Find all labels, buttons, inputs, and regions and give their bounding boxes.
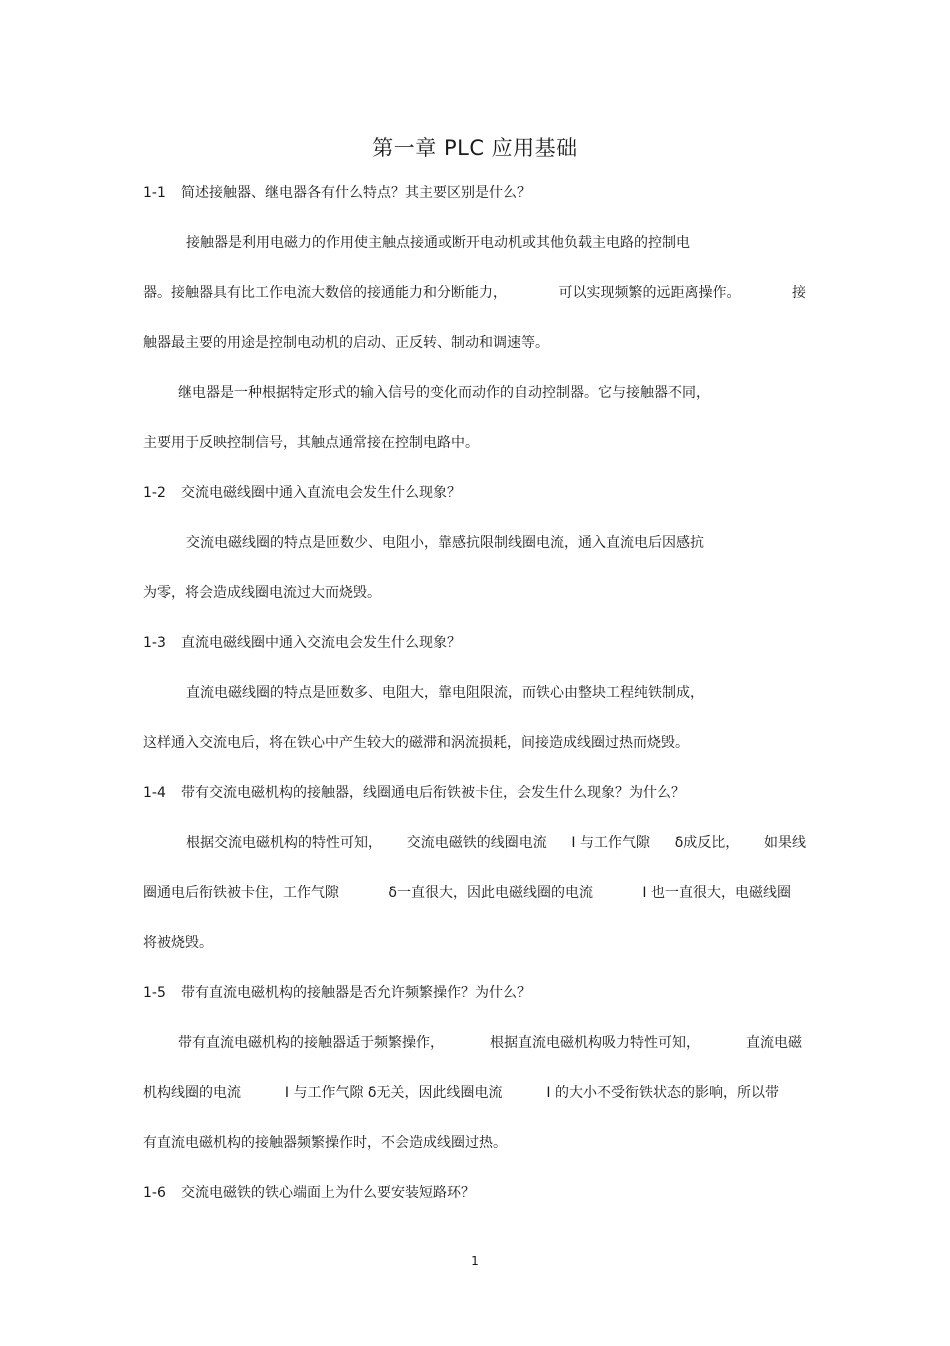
question-number: 1-1 <box>143 185 166 201</box>
text-segment: I 与工作气隙 δ无关，因此线圈电流 <box>284 1085 503 1101</box>
answer-line: 这样通入交流电后，将在铁心中产生较大的磁滞和涡流损耗，间接造成线圈过热而烧毁。 <box>143 735 689 751</box>
answer-line: 接触器是利用电磁力的作用使主触点接通或断开电动机或其他负载主电路的控制电 <box>186 235 690 251</box>
answer-line: 为零，将会造成线圈电流过大而烧毁。 <box>143 585 381 601</box>
answer-line: 交流电磁线圈的特点是匝数少、电阻小，靠感抗限制线圈电流，通入直流电后因感抗 <box>186 535 704 551</box>
answer-line: 主要用于反映控制信号，其触点通常接在控制电路中。 <box>143 435 479 451</box>
question-1-6 <box>143 1183 475 1203</box>
answer-line: 触器最主要的用途是控制电动机的启动、正反转、制动和调速等。 <box>143 335 549 351</box>
question-number: 1-6 <box>143 1185 166 1201</box>
text-segment: I 的大小不受衔铁状态的影响，所以带 <box>546 1085 779 1101</box>
answer-line <box>143 883 791 903</box>
question-1-3 <box>143 633 461 653</box>
text-segment: 带有直流电磁机构的接触器适于频繁操作， <box>178 1035 444 1051</box>
text-segment: 根据直流电磁机构吸力特性可知， <box>490 1035 700 1051</box>
question-number: 1-5 <box>143 985 166 1001</box>
question-number: 1-2 <box>143 485 166 501</box>
text-segment: δ成反比， <box>674 835 740 851</box>
answer-line <box>143 1083 779 1103</box>
question-1-5 <box>143 983 531 1003</box>
answer-line <box>143 283 806 303</box>
question-number: 1-3 <box>143 635 166 651</box>
text-segment: 接 <box>792 285 806 301</box>
text-segment: 机构线圈的电流 <box>143 1085 241 1101</box>
question-text: 简述接触器、继电器各有什么特点？其主要区别是什么？ <box>181 185 531 201</box>
text-segment: 直流电磁 <box>746 1035 802 1051</box>
text-segment: 圈通电后衔铁被卡住，工作气隙 <box>143 885 339 901</box>
answer-line <box>178 1033 802 1053</box>
question-1-2 <box>143 483 461 503</box>
question-number: 1-4 <box>143 785 166 801</box>
text-segment: 器。接触器具有比工作电流大数倍的接通能力和分断能力， <box>143 285 507 301</box>
text-segment: 交流电磁铁的线圈电流 <box>406 835 547 851</box>
text-segment: 根据交流电磁机构的特性可知， <box>186 835 382 851</box>
answer-line: 继电器是一种根据特定形式的输入信号的变化而动作的自动控制器。它与接触器不同， <box>178 385 710 401</box>
text-segment: δ一直很大，因此电磁线圈的电流 <box>388 885 593 901</box>
question-1-4 <box>143 783 685 803</box>
answer-line: 有直流电磁机构的接触器频繁操作时，不会造成线圈过热。 <box>143 1135 507 1151</box>
question-text: 交流电磁铁的铁心端面上为什么要安装短路环？ <box>181 1185 475 1201</box>
answer-line: 将被烧毁。 <box>143 935 213 951</box>
question-text: 带有直流电磁机构的接触器是否允许频繁操作？为什么？ <box>181 985 531 1001</box>
chapter-title: 第一章 PLC 应用基础 <box>372 136 578 160</box>
text-segment: I 也一直很大，电磁线圈 <box>642 885 791 901</box>
text-segment: 如果线 <box>763 835 806 851</box>
question-text: 交流电磁线圈中通入直流电会发生什么现象？ <box>181 485 461 501</box>
question-text: 直流电磁线圈中通入交流电会发生什么现象？ <box>181 635 461 651</box>
text-segment: I 与工作气隙 <box>571 835 650 851</box>
answer-line: 直流电磁线圈的特点是匝数多、电阻大，靠电阻限流，而铁心由整块工程纯铁制成， <box>186 685 704 701</box>
text-segment: 可以实现频繁的远距离操作。 <box>558 285 741 301</box>
question-text: 带有交流电磁机构的接触器，线圈通电后衔铁被卡住，会发生什么现象？为什么？ <box>181 785 685 801</box>
page-number: 1 <box>471 1254 479 1268</box>
question-1-1 <box>143 183 531 203</box>
answer-line <box>186 833 806 853</box>
